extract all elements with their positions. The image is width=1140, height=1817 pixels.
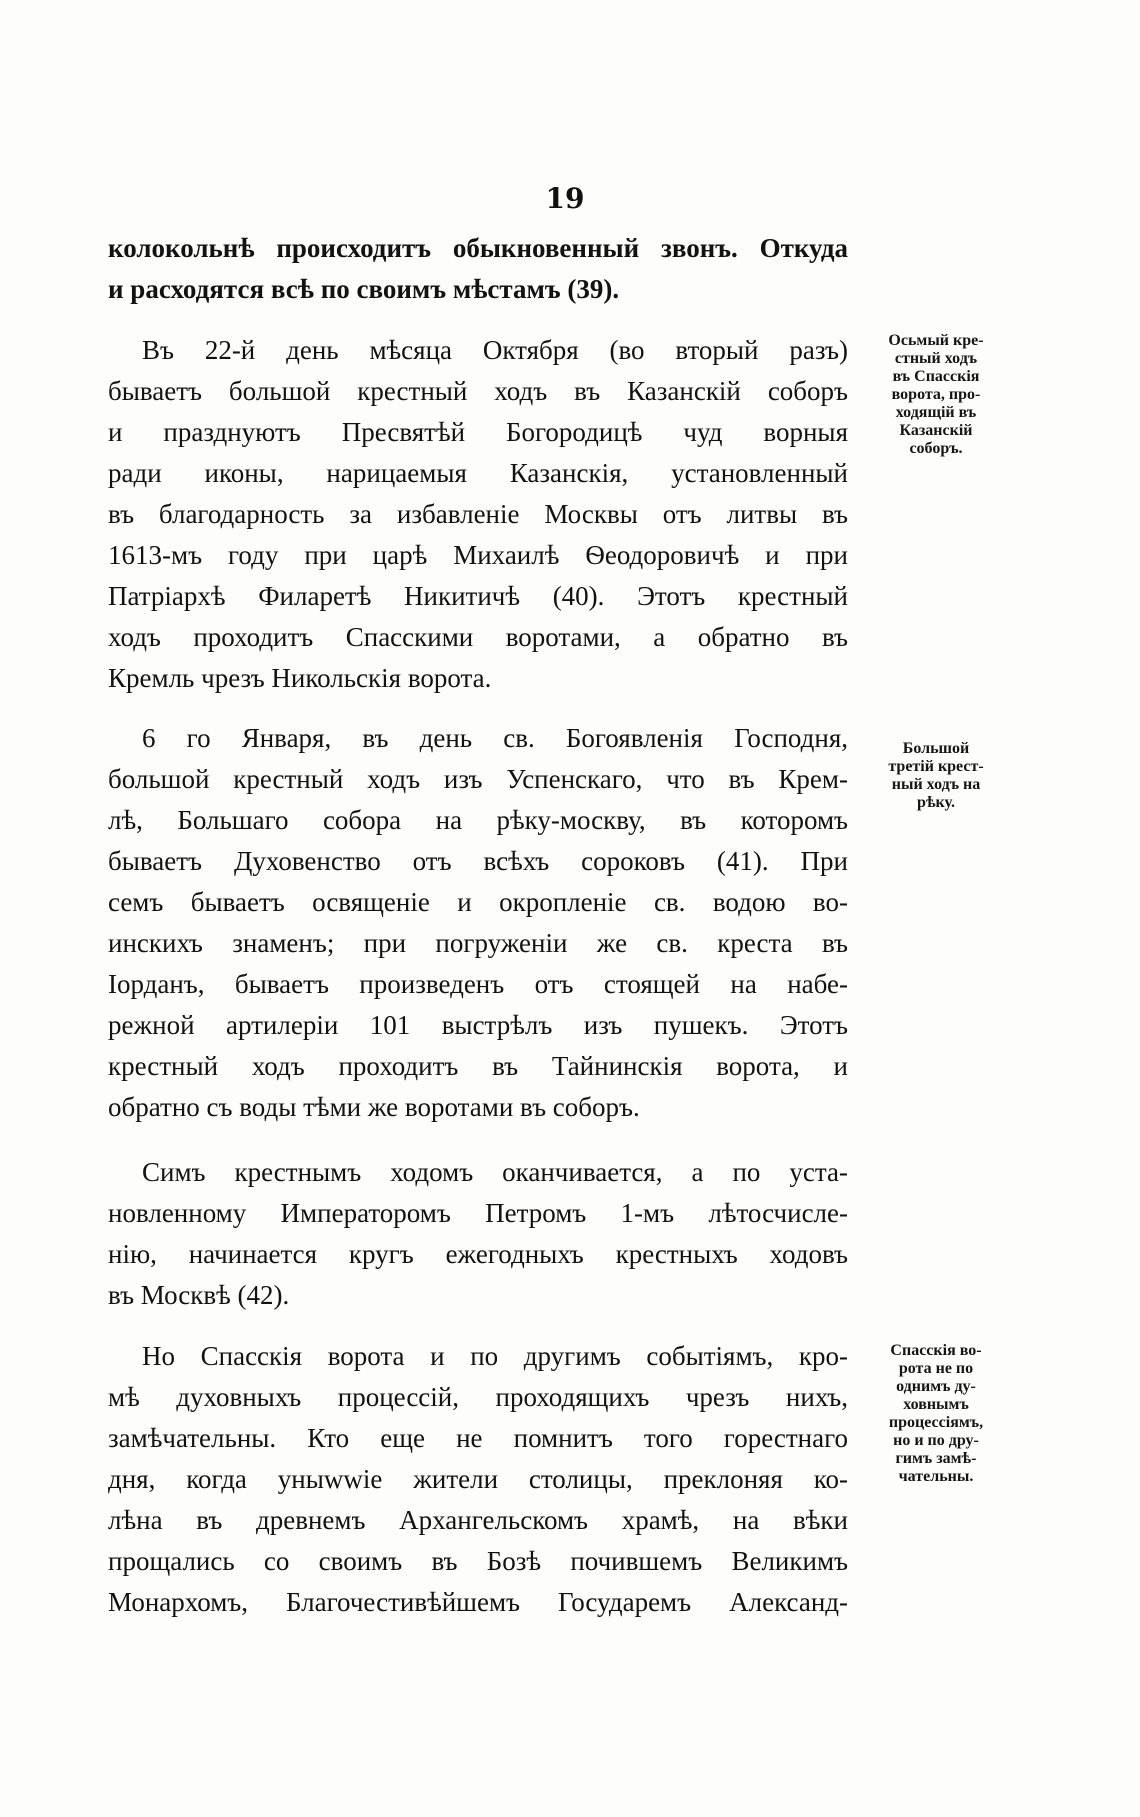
margin-note-river-procession — [862, 740, 1010, 812]
paragraph-kazan-procession — [108, 330, 848, 699]
text-line: режной артилеріи 101 выстрѣлъ изъ пушекъ. Этотъ — [108, 1010, 848, 1040]
paragraph-cycle-end — [108, 1152, 848, 1316]
text-line: 1613-мъ году при царѣ Михаилѣ Ѳеодоровичѣ и при — [108, 540, 848, 570]
text-line: нію, начинается кругъ ежегодныхъ крестныхъ ходовъ — [108, 1239, 848, 1269]
text-line: семъ бываетъ освященіе и окропленіе св. водою во- — [108, 887, 848, 917]
text-line: лѣна въ древнемъ Архангельскомъ храмѣ, на вѣки — [108, 1505, 848, 1535]
note-line: рота не по — [898, 1360, 974, 1377]
text-line: 6 го Января, въ день св. Богоявленія Господня, — [142, 723, 848, 753]
text-line: ради иконы, нарицаемыя Казанскія, установленный — [108, 458, 848, 488]
text-line: бываетъ Духовенство отъ всѣхъ сороковъ (41). При — [108, 846, 848, 876]
note-line: въ Спасскія — [892, 368, 980, 385]
note-line: Спасскія во- — [890, 1342, 982, 1359]
note-line: однимъ ду- — [896, 1378, 976, 1395]
text-line: Но Спасскія ворота и по другимъ событіямъ, кро- — [142, 1341, 848, 1371]
text-line: новленному Императоромъ Петромъ 1-мъ лѣтосчисле- — [108, 1198, 848, 1228]
text-line: и празднуютъ Пресвятѣй Богородицѣ чуд ворныя — [108, 417, 848, 447]
text-line: Симъ крестнымъ ходомъ оканчивается, а по уста- — [142, 1157, 848, 1187]
text-line: большой крестный ходъ изъ Успенскаго, что въ Крем- — [108, 764, 848, 794]
note-line: но и по дру- — [893, 1432, 979, 1449]
text-line: бываетъ большой крестный ходъ въ Казанскій соборъ — [108, 376, 848, 406]
text-line: Патріархѣ Филаретѣ Никитичѣ (40). Этотъ крестный — [108, 581, 848, 611]
text-line: Монархомъ, Благочестивѣйшемъ Государемъ Александ- — [108, 1587, 848, 1617]
text-line: ходъ проходитъ Спасскими воротами, а обратно въ — [108, 622, 848, 652]
text-line: крестный ходъ проходитъ въ Тайнинскія ворота, и — [108, 1051, 848, 1081]
paragraph-spassky-gate — [108, 1336, 848, 1623]
text-line: въ Москвѣ (42). — [108, 1280, 290, 1310]
note-line: ховнымъ — [903, 1396, 969, 1413]
note-line: Казанскій — [899, 422, 973, 439]
paragraph-epiphany-procession — [108, 718, 848, 1128]
text-line: лѣ, Большаго собора на рѣку-москву, въ которомъ — [108, 805, 848, 835]
note-line: Осьмый кре- — [888, 332, 984, 349]
text-line: Въ 22-й день мѣсяца Октября (во вторый разъ) — [142, 335, 848, 365]
note-line: гимъ замѣ- — [895, 1450, 977, 1467]
margin-note-spassky-events — [862, 1342, 1010, 1486]
text-line: Кремль чрезъ Никольскія ворота. — [108, 663, 492, 693]
margin-note-eighth-procession — [862, 332, 1010, 458]
text-line: инскихъ знаменъ; при погруженіи же св. креста въ — [108, 928, 848, 958]
page-number: 19 — [545, 182, 585, 215]
note-line: ворота, про- — [891, 386, 981, 403]
note-line: ный ходъ на — [891, 776, 981, 793]
text-line: замѣчательны. Кто еще не помнитъ того горестнаго — [108, 1423, 848, 1453]
note-line: соборъ. — [909, 440, 963, 457]
top-fragment — [108, 228, 848, 310]
note-line: Большой — [902, 740, 970, 757]
text-line: Іорданъ, бываетъ произведенъ отъ стоящей на набе- — [108, 969, 848, 999]
text-line: обратно съ воды тѣми же воротами въ соборъ. — [108, 1092, 640, 1122]
note-line: процессіямъ, — [888, 1414, 984, 1431]
note-line: рѣку. — [917, 794, 955, 811]
text-line: дня, когда уныwwіе жители столицы, преклоняя ко- — [108, 1464, 848, 1494]
text-line: колокольнѣ происходитъ обыкновенный звонъ. Откуда — [108, 233, 848, 263]
text-line: въ благодарность за избавленіе Москвы отъ литвы въ — [108, 499, 848, 529]
text-line: и расходятся всѣ по своимъ мѣстамъ (39). — [108, 274, 620, 304]
note-line: чательны. — [898, 1468, 974, 1485]
note-line: третій крест- — [888, 758, 984, 775]
note-line: стный ходъ — [894, 350, 978, 367]
text-line: мѣ духовныхъ процессій, проходящихъ чрезъ нихъ, — [108, 1382, 848, 1412]
note-line: ходящій въ — [895, 404, 977, 421]
text-line: прощались со своимъ въ Бозѣ почившемъ Великимъ — [108, 1546, 848, 1576]
